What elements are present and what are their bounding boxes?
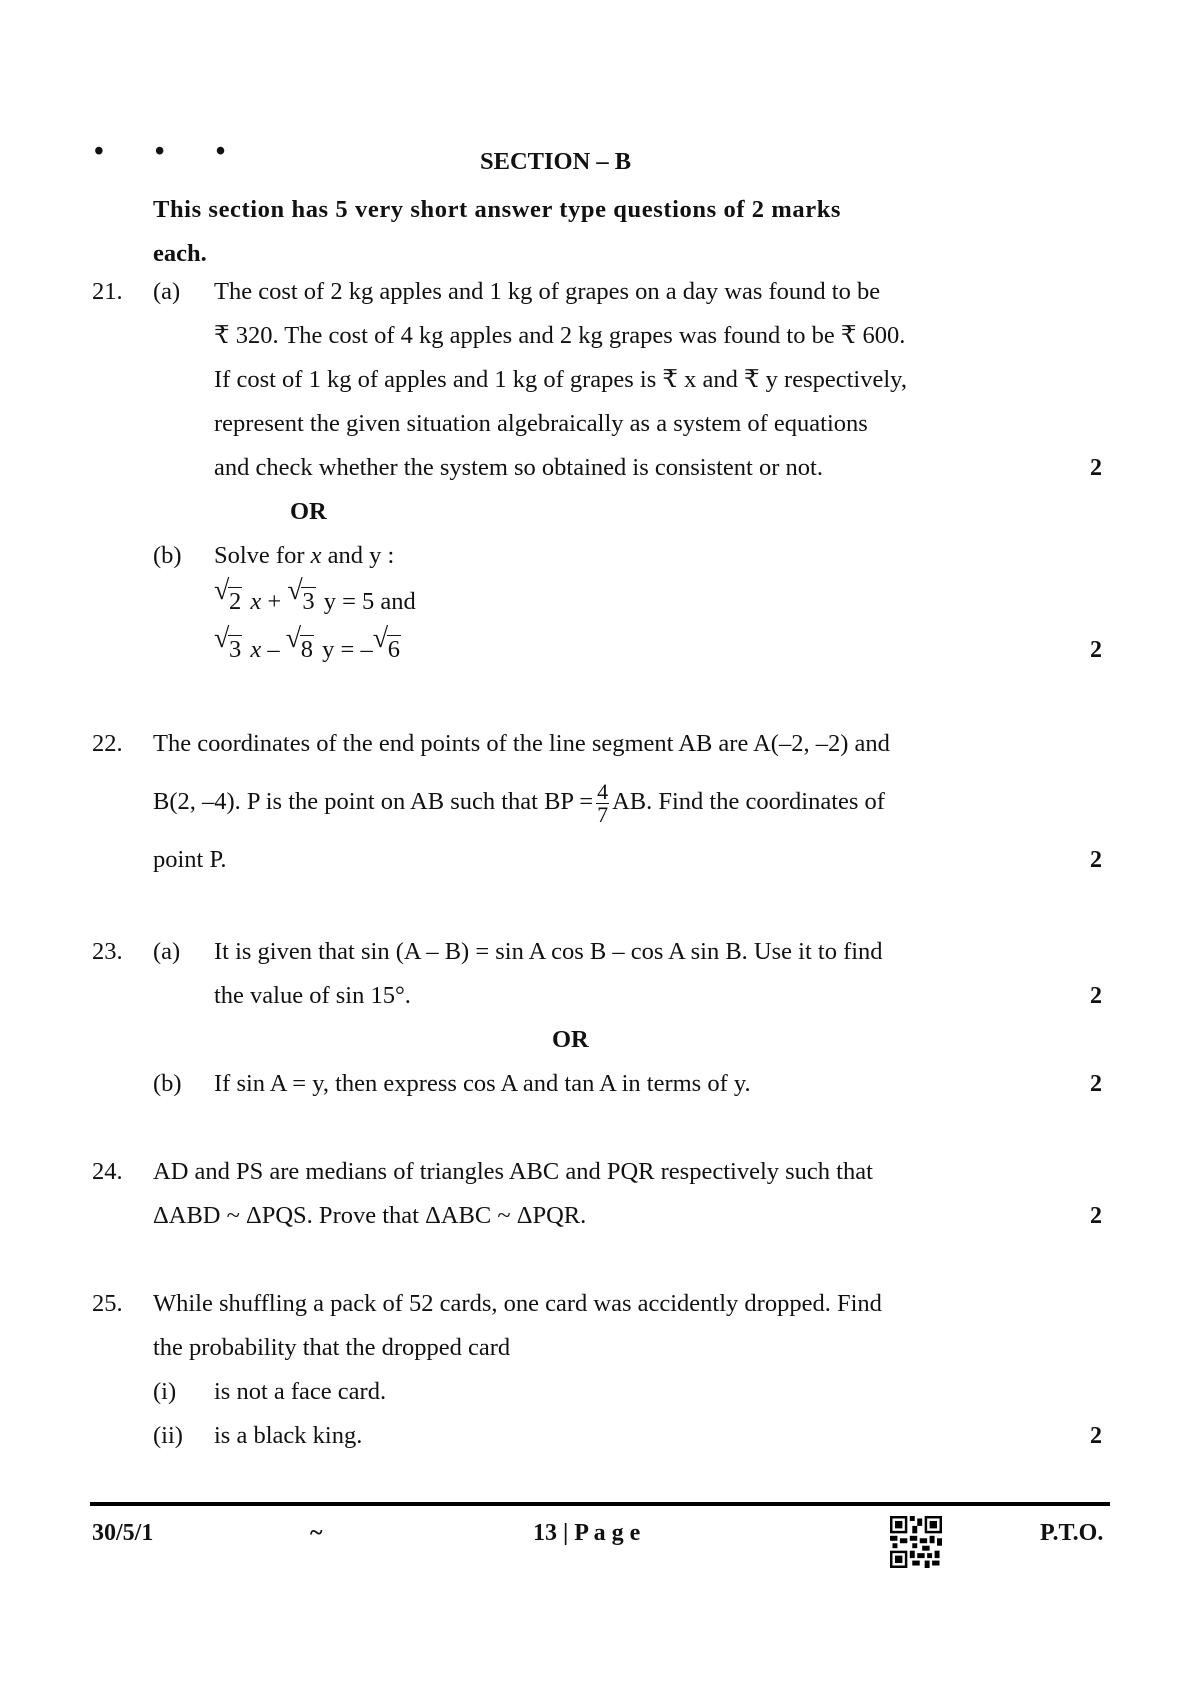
sqrt-symbol: √ 3 <box>287 575 315 615</box>
question-number: 25. <box>92 1290 123 1317</box>
question-number: 22. <box>92 730 123 757</box>
q22-line2: B(2, –4). P is the point on AB such that BP = $\frac{4}{7}$ AB. Find the coordinates of <box>153 778 885 827</box>
marks: 2 <box>1090 637 1102 663</box>
header-dots: • • • <box>94 136 248 167</box>
sqrt-symbol: √ 8 <box>285 623 313 663</box>
marks: 2 <box>1090 983 1102 1009</box>
q21a-line: ₹ 320. The cost of 4 kg apples and 2 kg grapes was found to be ₹ 600. <box>214 322 906 349</box>
footer-divider <box>90 1502 1110 1506</box>
q24-line1: AD and PS are medians of triangles ABC and PQR respectively such that <box>153 1158 873 1185</box>
question-number: 21. <box>92 278 123 305</box>
q22-line3: point P. <box>153 846 227 873</box>
or-separator: OR <box>552 1026 589 1053</box>
part-a-label: (a) <box>153 938 181 965</box>
sub-part-ii-text: is a black king. <box>214 1422 363 1449</box>
paper-code: 30/5/1 <box>92 1520 154 1546</box>
section-title: SECTION – B <box>480 148 632 175</box>
sub-part-ii-label: (ii) <box>153 1422 183 1449</box>
marks: 2 <box>1090 455 1102 481</box>
q22-line1: The coordinates of the end points of the line segment AB are A(–2, –2) and <box>153 730 890 757</box>
q21a-line: If cost of 1 kg of apples and 1 kg of grapes is ₹ x and ₹ y respectively, <box>214 366 907 393</box>
part-b-label: (b) <box>153 542 182 569</box>
marks: 2 <box>1090 1423 1102 1449</box>
sqrt-symbol: √ 3 <box>214 623 242 663</box>
q23b-line: If sin A = y, then express cos A and tan A in terms of y. <box>214 1070 751 1097</box>
q21a-line: represent the given situation algebraically as a system of equations <box>214 410 868 437</box>
q25-line1: While shuffling a pack of 52 cards, one card was accidently dropped. Find <box>153 1290 882 1317</box>
q21a-line: The cost of 2 kg apples and 1 kg of grapes on a day was found to be <box>214 278 881 305</box>
part-a-label: (a) <box>153 278 181 305</box>
question-number: 23. <box>92 938 123 965</box>
equation-2: √ 3 x – √ 8 y = – √ 6 <box>214 628 403 672</box>
question-number: 24. <box>92 1158 123 1185</box>
sqrt-symbol: √ 2 <box>214 575 242 615</box>
fraction: $\frac{4}{7}$ <box>597 778 609 827</box>
sub-part-i-label: (i) <box>153 1378 177 1405</box>
section-intro-line2: each. <box>153 240 207 267</box>
sqrt-symbol: √ 6 <box>372 623 400 663</box>
q25-line2: the probability that the dropped card <box>153 1334 511 1361</box>
sub-part-i-text: is not a face card. <box>214 1378 387 1405</box>
page-number: 13 | P a g e <box>533 1520 641 1546</box>
q23a-line1: It is given that sin (A – B) = sin A cos B – cos A sin B. Use it to find <box>214 938 883 965</box>
or-separator: OR <box>290 498 327 525</box>
equation-1: √ 2 x + √ 3 y = 5 and <box>214 580 416 624</box>
qr-code-icon <box>890 1516 942 1568</box>
q21b-intro: Solve for x and y : <box>214 542 395 569</box>
marks: 2 <box>1090 847 1102 873</box>
q24-line2: ΔABD ~ ΔPQS. Prove that ΔABC ~ ΔPQR. <box>153 1202 587 1229</box>
q23a-line2: the value of sin 15°. <box>214 982 411 1009</box>
footer-tilde: ~ <box>310 1520 323 1546</box>
section-intro-line1: This section has 5 very short answer type questions of 2 marks <box>153 196 842 223</box>
q21a-line: and check whether the system so obtained is consistent or not. <box>214 454 823 481</box>
pto-label: P.T.O. <box>1040 1520 1104 1546</box>
marks: 2 <box>1090 1203 1102 1229</box>
marks: 2 <box>1090 1071 1102 1097</box>
part-b-label: (b) <box>153 1070 182 1097</box>
